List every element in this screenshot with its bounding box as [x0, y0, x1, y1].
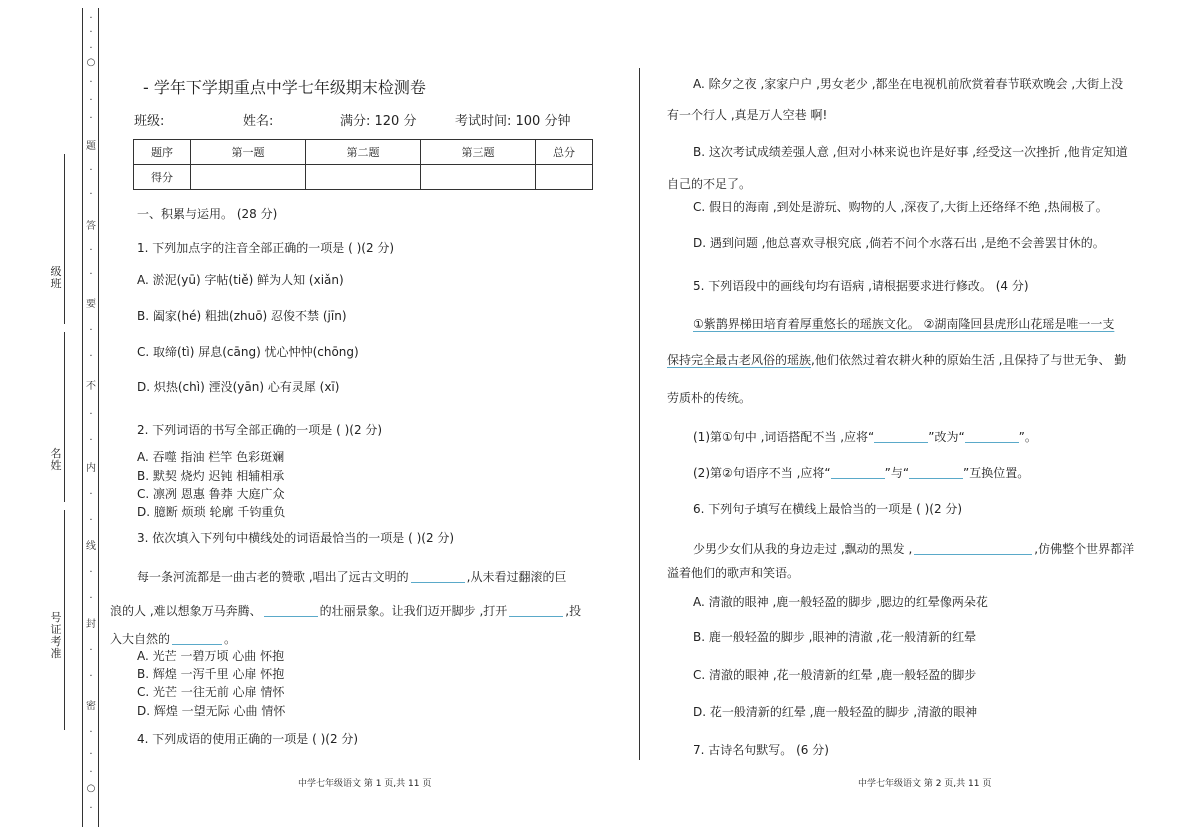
- margin-dot: ·: [89, 749, 93, 760]
- margin-dot: ·: [89, 767, 93, 778]
- q1-option-a: A. 淤泥(yū) 字帖(tiě) 鲜为人知 (xiǎn): [137, 273, 344, 287]
- margin-dot: ·: [89, 43, 93, 54]
- column-divider: [639, 68, 640, 760]
- q2-option-d: D. 臆断 烦琐 轮廓 千钧重负: [137, 505, 286, 519]
- binding-line-outer: [82, 8, 83, 827]
- question-2: 2. 下列词语的书写全部正确的一项是 ( )(2 分): [137, 423, 383, 437]
- q2-option-b: B. 默契 烧灼 迟钝 相辅相承: [137, 469, 285, 483]
- q5-text: (1)第①句中 ,词语搭配不当 ,应将“: [693, 430, 875, 444]
- q3-option-c: C. 光芒 一往无前 心扉 情怀: [137, 685, 285, 699]
- exam-title: - 学年下学期重点中学七年级期末检测卷: [143, 78, 426, 97]
- q5-passage-line-1: ①紫鹊界梯田培育着厚重悠长的瑶族文化。 ②湖南隆回县虎形山花瑶是唯一一支: [693, 317, 1115, 331]
- page-footer-right: 中学七年级语文 第 2 页,共 11 页: [858, 779, 992, 789]
- exam-time: 考试时间: 100 分钟: [455, 114, 571, 129]
- score-cell[interactable]: [536, 165, 593, 190]
- q6-passage-line-1: [693, 541, 1134, 555]
- margin-dot: ·: [89, 803, 93, 814]
- answer-blank[interactable]: [914, 541, 1032, 555]
- q2-option-a: A. 吞噬 指油 栏竿 色彩斑斓: [137, 450, 285, 464]
- q5-passage-line-2: [667, 354, 1126, 366]
- seal-char: 内: [86, 463, 96, 474]
- q6-passage-line-2: 溢着他们的歌声和笑语。: [667, 566, 800, 580]
- q3-option-b: B. 辉煌 一泻千里 心扉 怀抱: [137, 667, 285, 681]
- question-6: 6. 下列句子填写在横线上最恰当的一项是 ( )(2 分): [693, 502, 963, 516]
- margin-dot: ·: [89, 245, 93, 256]
- answer-blank[interactable]: [831, 465, 885, 479]
- answer-blank[interactable]: [411, 569, 465, 583]
- q1-option-c: C. 取缔(tì) 屏息(cāng) 忧心忡忡(chōng): [137, 345, 359, 359]
- q3-text: 的壮丽景象。让我们迈开脚步 ,打开: [319, 604, 508, 618]
- answer-blank[interactable]: [874, 429, 928, 443]
- q5-subquestion-2: [693, 465, 1029, 479]
- q4-option-a-line-1: A. 除夕之夜 ,家家户户 ,男女老少 ,都坐在电视机前欣赏着春节联欢晚会 ,大街上没: [693, 77, 1124, 91]
- q5-underlined-sentence: 保持完全最古老风俗的瑶族: [667, 353, 812, 367]
- name-field-label: 名姓: [50, 447, 62, 472]
- id-field-line: [64, 510, 65, 730]
- section-1-heading: 一、积累与运用。 (28 分): [137, 207, 278, 221]
- score-table-header: 第三题: [421, 140, 536, 165]
- q4-option-b-line-2: 自己的不足了。: [667, 177, 752, 191]
- class-label: 班级:: [134, 114, 165, 129]
- answer-blank[interactable]: [965, 429, 1019, 443]
- q4-option-d: D. 遇到问题 ,他总喜欢寻根究底 ,倘若不问个水落石出 ,是绝不会善罢甘休的。: [693, 236, 1105, 250]
- q5-text: (2)第②句语序不当 ,应将“: [693, 466, 831, 480]
- binding-line-inner: [98, 8, 99, 827]
- margin-dot: ·: [89, 113, 93, 124]
- name-field-line: [64, 332, 65, 502]
- q4-option-c: C. 假日的海南 ,到处是游玩、购物的人 ,深夜了,大街上还络绎不绝 ,热闹极了。: [693, 200, 1108, 214]
- q5-text: ,他们依然过着农耕火种的原始生活 ,且保持了与世无争、 勤: [811, 353, 1127, 367]
- margin-dot: ·: [89, 727, 93, 738]
- q3-option-d: D. 辉煌 一望无际 心曲 情怀: [137, 704, 286, 718]
- q6-option-a: A. 清澈的眼神 ,鹿一般轻盈的脚步 ,腮边的红晕像两朵花: [693, 595, 988, 609]
- margin-circle-bottom: ○: [86, 783, 96, 794]
- score-table-header: 题序: [134, 140, 191, 165]
- q4-option-a-line-2: 有一个行人 ,真是万人空巷 啊!: [667, 108, 828, 122]
- q1-option-d: D. 炽热(chì) 湮没(yān) 心有灵犀 (xī): [137, 380, 340, 394]
- score-table-header: 第二题: [306, 140, 421, 165]
- q5-text: ”互换位置。: [963, 466, 1030, 480]
- q6-option-b: B. 鹿一般轻盈的脚步 ,眼神的清澈 ,花一般清新的红晕: [693, 630, 977, 644]
- seal-char: 答: [86, 221, 96, 232]
- q5-text: ”改为“: [928, 430, 965, 444]
- q5-passage-line-3: 劳质朴的传统。: [667, 391, 752, 405]
- q3-text: 入大自然的: [110, 632, 171, 646]
- question-3: 3. 依次填入下列句中横线处的词语最恰当的一项是 ( )(2 分): [137, 531, 455, 545]
- class-field-label: 级班: [50, 265, 62, 290]
- seal-char: 密: [86, 701, 96, 712]
- q5-subquestion-1: [693, 429, 1037, 443]
- q3-passage-line-3: [110, 631, 236, 645]
- seal-char: 要: [86, 299, 96, 310]
- margin-dot: ·: [89, 27, 93, 38]
- seal-char: 题: [86, 141, 96, 152]
- q6-option-d: D. 花一般清新的红晕 ,鹿一般轻盈的脚步 ,清澈的眼神: [693, 705, 978, 719]
- q3-text: ,投: [565, 604, 582, 618]
- q5-text: ”与“: [884, 466, 910, 480]
- margin-dot: ·: [89, 269, 93, 280]
- q3-text: 浪的人 ,难以想象万马奔腾、: [110, 604, 262, 618]
- page-footer-left: 中学七年级语文 第 1 页,共 11 页: [298, 779, 432, 789]
- class-field-line: [64, 154, 65, 324]
- margin-dot: ·: [89, 515, 93, 526]
- score-table-header: 第一题: [191, 140, 306, 165]
- q6-text: ,仿佛整个世界都洋: [1034, 542, 1135, 556]
- margin-dot: ·: [89, 489, 93, 500]
- answer-blank[interactable]: [264, 603, 318, 617]
- score-cell[interactable]: [306, 165, 421, 190]
- score-cell[interactable]: [421, 165, 536, 190]
- margin-dot: ·: [89, 189, 93, 200]
- q3-option-a: A. 光芒 一碧万顷 心曲 怀抱: [137, 649, 285, 663]
- margin-dot: ·: [89, 409, 93, 420]
- margin-dot: ·: [89, 13, 93, 24]
- score-table: [133, 139, 593, 190]
- seal-char: 封: [86, 619, 96, 630]
- answer-blank[interactable]: [172, 631, 222, 645]
- margin-dot: ·: [89, 325, 93, 336]
- margin-dot: ·: [89, 351, 93, 362]
- margin-circle-top: ○: [86, 57, 96, 68]
- score-row-label: 得分: [134, 165, 191, 190]
- q5-text: ”。: [1018, 430, 1037, 444]
- seal-char: 线: [86, 541, 96, 552]
- q3-text: 每一条河流都是一曲古老的赞歌 ,唱出了远古文明的: [137, 570, 409, 584]
- answer-blank[interactable]: [509, 603, 563, 617]
- q3-text: ,从未看过翻滚的巨: [466, 570, 567, 584]
- q1-option-b: B. 阖家(hé) 粗拙(zhuō) 忍俊不禁 (jīn): [137, 309, 347, 323]
- full-score: 满分: 120 分: [340, 114, 417, 129]
- score-cell[interactable]: [191, 165, 306, 190]
- margin-dot: ·: [89, 593, 93, 604]
- margin-dot: ·: [89, 165, 93, 176]
- margin-dot: ·: [89, 567, 93, 578]
- seal-char: 不: [86, 381, 96, 392]
- q3-text: 。: [224, 632, 237, 646]
- q6-text: 少男少女们从我的身边走过 ,飘动的黑发 ,: [693, 542, 913, 556]
- q4-option-b-line-1: B. 这次考试成绩差强人意 ,但对小林来说也许是好事 ,经受这一次挫折 ,他肯定知道: [693, 145, 1128, 159]
- q3-passage-line-2: [110, 603, 581, 617]
- question-7: 7. 古诗名句默写。 (6 分): [693, 743, 829, 757]
- q6-option-c: C. 清澈的眼神 ,花一般清新的红晕 ,鹿一般轻盈的脚步: [693, 668, 977, 682]
- margin-dot: ·: [89, 645, 93, 656]
- question-4: 4. 下列成语的使用正确的一项是 ( )(2 分): [137, 732, 359, 746]
- question-1: 1. 下列加点字的注音全部正确的一项是 ( )(2 分): [137, 241, 395, 255]
- question-5: 5. 下列语段中的画线句均有语病 ,请根据要求进行修改。 (4 分): [693, 279, 1029, 293]
- name-label: 姓名:: [243, 114, 274, 129]
- id-field-label: 号证考准: [50, 611, 62, 660]
- margin-dot: ·: [89, 671, 93, 682]
- margin-dot: ·: [89, 435, 93, 446]
- answer-blank[interactable]: [909, 465, 963, 479]
- score-table-header: 总分: [536, 140, 593, 165]
- q3-passage-line-1: [137, 569, 566, 583]
- margin-dot: ·: [89, 95, 93, 106]
- margin-dot: ·: [89, 77, 93, 88]
- q2-option-c: C. 凛冽 恩惠 鲁莽 大庭广众: [137, 487, 285, 501]
